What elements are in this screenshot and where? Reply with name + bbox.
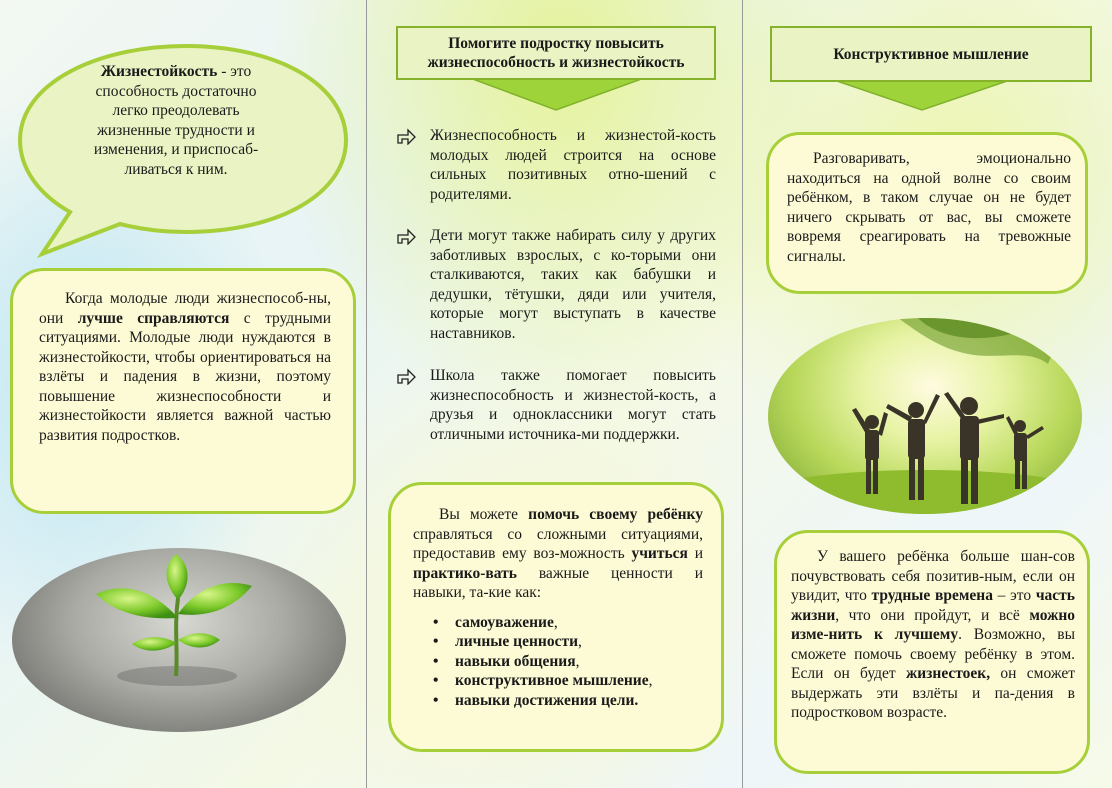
- skills-intro-text: Вы можете помочь своему ребёнку справляться со сложными ситуациями, предоставив ему воз-можность учиться и практико-вать важные ценности и навыки, та-кие как:: [413, 506, 704, 601]
- tip-text: Школа также помогает повысить жизнеспособность и жизнестой-кость, а друзья и одноклассники могут стать отличными источника-ми поддержки.: [430, 367, 716, 443]
- intro-panel: [10, 268, 356, 514]
- bubble-definition: [76, 62, 276, 179]
- tip-text: Жизнеспособность и жизнестой-кость молодых людей строится на основе сильных позитивных отно-шений с родителями.: [430, 127, 716, 203]
- family-photo: [768, 318, 1082, 514]
- skills-list: [433, 613, 703, 711]
- bubble-term: Жизнестойкость: [100, 63, 218, 80]
- constructive-header-text: Конструктивное мышление: [833, 45, 1029, 63]
- bubble-line: способность достаточно: [95, 82, 257, 100]
- arrow-icon: [396, 227, 416, 245]
- column-divider: [366, 0, 367, 788]
- seedling-icon: [12, 548, 346, 732]
- bubble-line: жизненные трудности и: [97, 121, 255, 139]
- family-icon: [768, 318, 1082, 514]
- bubble-line: ливаться к ним.: [124, 160, 228, 178]
- list-item: • самоуважение,: [433, 613, 703, 633]
- arrow-icon: [396, 127, 416, 145]
- list-item: • личные ценности,: [433, 632, 703, 652]
- help-header: [396, 26, 716, 80]
- bubble-line: изменения, и приспосаб-: [93, 141, 259, 158]
- help-header-line: Помогите подростку повысить: [448, 35, 664, 52]
- talk-panel: [766, 132, 1088, 294]
- bubble-line: - это: [217, 63, 252, 80]
- talk-text: Разговаривать, эмоционально находиться на одной волне со своим ребёнком, в таком случае он не будет ничего скрывать от вас, вы сможете вовремя среагировать на тревожные сигналы.: [787, 150, 1071, 265]
- intro-text: Когда молодые люди жизнеспособ-ны, они лучше справляются с трудными ситуациями. Молодые люди нуждаются в жизнестойкости, чтобы ориентироваться на взлёты и падения в жизни, поэтому повышение жизнеспособности и жизнестойкости является важной частью развития подростков.: [39, 290, 331, 444]
- arrow-icon: [396, 367, 416, 385]
- skills-panel: [388, 482, 724, 752]
- column-divider: [742, 0, 743, 788]
- positive-text: У вашего ребёнка больше шан-сов почувствовать себя позитив-ным, если он увидит, что трудные времена – это часть жизни, что они пройдут, и всё можно изме-нить к лучшему. Возможно, вы сможете помочь своему ребёнку в этом. Если он будет жизнестоек, он сможет выдержать эти взлёты и па-дения в подростковом возрасте.: [791, 548, 1076, 721]
- tip-item: [396, 226, 716, 343]
- tip-item: [396, 126, 716, 204]
- bubble-line: легко преодолевать: [112, 102, 240, 119]
- list-item: • навыки достижения цели.: [433, 691, 703, 711]
- constructive-header: [770, 26, 1092, 82]
- help-header-line: жизнеспособность и жизнестойкость: [427, 54, 685, 71]
- list-item: • конструктивное мышление,: [433, 671, 703, 691]
- seedling-photo: [12, 548, 346, 732]
- tip-text: Дети могут также набирать силу у других заботливых взрослых, с ко-торыми они сталкиваются, таких как бабушки и дедушки, тётушки, дяди или учителя, которые могут выступать в качестве наставников.: [430, 227, 716, 342]
- positive-panel: [774, 530, 1090, 774]
- tip-item: [396, 366, 716, 444]
- list-item: • навыки общения,: [433, 652, 703, 672]
